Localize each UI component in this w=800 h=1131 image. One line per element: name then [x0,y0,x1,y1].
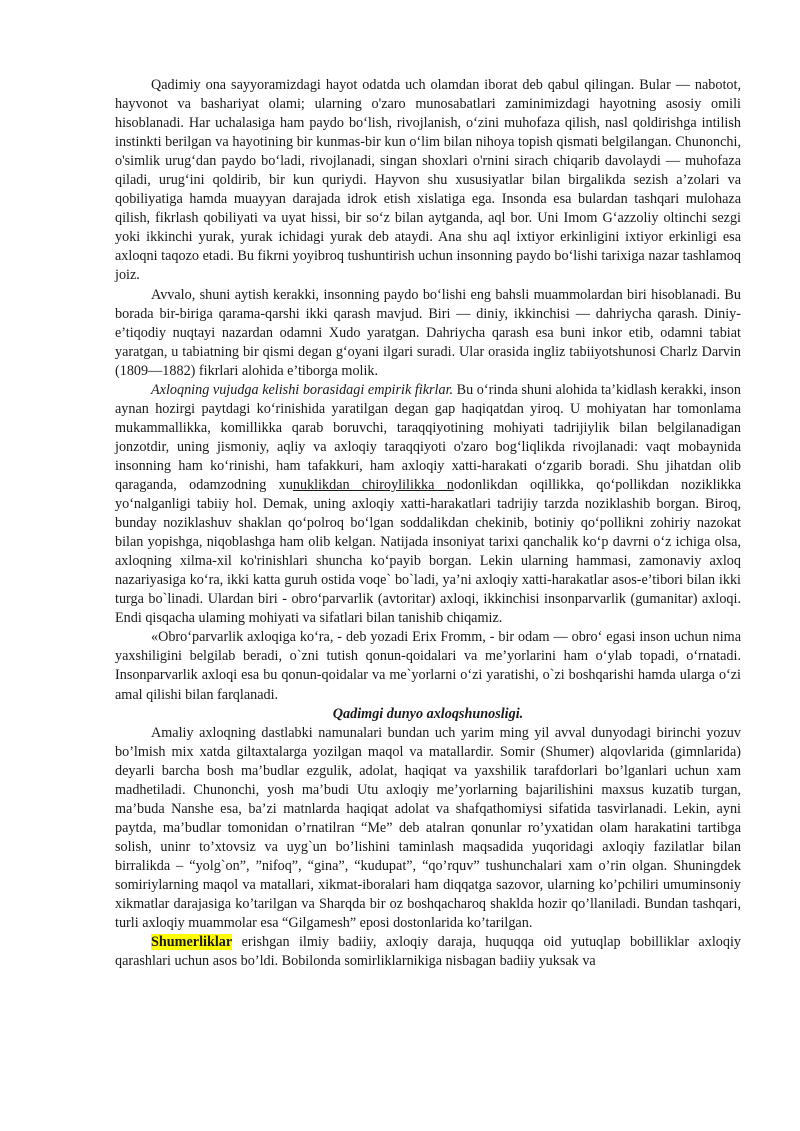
paragraph-shumer [115,933,741,971]
paragraph-intro: Qadimiy ona sayyoramizdagi hayot odatda uch olamdan iborat deb qabul qilingan. Bular — nabotot, hayvonot va bashariyat olami; ularning o'zaro munosabatlari zaminimizdagi hayotning asosiy omili hisoblanadi. Har uchalasiga ham paydo bo‘lish, rivojlanish, o‘zini muhofaza qilish, nasl qoldirishga intilish instinkti berilgan va hayotining bir kunmas-bir kun o‘lim bilan nihoya topish qismati belgilangan. Chunonchi, o'simlik urug‘dan paydo bo‘ladi, rivojlanadi, singan shoxlari o'rnini sirach chiqarib davolaydi — muhofaza qiladi, urug‘ini qoldirib, bir kun quriydi. Hayvon shu xususiyatlar bilan birgalikda sezish a’zolari va qobiliyatiga hamda muayyan darajada idrok etish xislatiga ega. Insonda esa bulardan tashqari mulohaza qilish, fikrlash qobiliyati va uyat hissi, bir so‘z bilan aytganda, aql bor. Uni Imom G‘azzoliy oltinchi sezgi yoki ikkinchi yurak, yurak ichidagi yurak deb ataydi. Ana shu aql ixtiyor erkinligini ixtiyor erkinligi esa axloqni taqozo etadi. Bu fikrni yoyibroq tushuntirish uchun insonning paydo bo‘lishi tarixiga nazar tashlamoq joiz. [115,77,741,284]
paragraph-fromm-quote: «Obro‘parvarlik axloqiga ko‘ra, - deb yozadi Erix Fromm, - bir odam — obro‘ egasi inson uchun nima yaxshiligini belgilab beradi, o`zni tutish qonun-qoidalari va me’yorlarini ham o‘ylab topadi, o‘rnatadi. Insonparvarlik axloqi esa bu qonun-qoidalar va me`yorlarni o‘zi yaratishi, o`zi boshqarishi hamda ularga o‘zi amal qilishi bilan farqlanadi. [115,629,741,703]
paragraph-empirical [115,381,741,629]
paragraph-empirical-text-a: Bu o‘rinda shuni alohida ta’kidlash kerakki, inson aynan hozirgi paytdagi ko‘rinishida yaratilgan degan gap haqiqatdan yiroq. U mohiyatan har tomonlama mukammallikka, komillikka qarab boruvchi, taraqqiyotining mohiyati tadrijiylik bilan belgilanadigan jonzotdir, uning jismoniy, aqliy va axloqiy taraqqiyoti o'zaro bog‘liqlikda rivojlanadi: vaqt mobaynida insonning ham ko‘rinishi, ham tafakkuri, ham axloqiy xatti-harakati o‘zgarib boradi. Shu jihatdan olib qaraganda, odamzodning xu [115,381,741,493]
document-page [115,76,741,971]
empirical-subtitle: Axloqning vujudga kelishi borasidagi empirik fikrlar. [151,381,454,398]
paragraph-empirical-text-b: odonlikdan oqillikka, qo‘pollikdan noziklikka yo‘nalganligi tabiiy hol. Demak, uning axloqiy xatti-harakatlari tadrijiy tarzda noziklashib borgan. Biroq, bunday noziklashuv shaklan qo‘polroq bo‘lgan soddalikdan chekinib, botiniy qo‘pollikni zohiriy nazokat bilan yopishga, niqoblashga ham olib kelgan. Natijada insoniyat tarixi qanchalik ko‘p davrni o‘z ichiga olsa, axloqning xilma-xil ko'rinishlari shuncha ko‘payib borgan. Lekin ularning hammasi, zamonaviy axloq nazariyasiga ko‘ra, ikki katta guruh ostida voqe` bo`ladi, ya’ni axloqiy xatti-harakatlar asos-e’tibori bilan ikki turga bo`linadi. Ulardan biri - obro‘parvarlik (avtoritar) axloqi, ikkinchisi insonparvarlik (gumanitar) axloqi. Endi qisqacha ulaming mohiyati va sifatlari bilan tanishib chiqamiz. [115,476,741,627]
highlighted-term: Shumerliklar [151,934,233,951]
paragraph-ancient-ethics: Amaliy axloqning dastlabki namunalari bundan uch yarim ming yil avval dunyodagi birinchi yozuv bo’lmish mix xatda giltaxtalarga yozilgan maqol va matallardir. Somir (Shumer) alqovlarida (gimnlarida) deyarli barcha bosh ma’budlar ezgulik, adolat, haqiqat va yaxshilik tarafdorlari bo’lganlari uchun xam madhetiladi. Chunonchi, yosh ma’budi Utu axloqiy me’yorlarning bajarilishini maxsus kuzatib turgan, ma’buda Nanshe esa, ba’zi matnlarda haqiqat adolat va shafqathomiysi sifatida tasvirlanadi. Lekin, ayni paytda, ma’budlar tomonidan o’rnatilran “Me” deb atalran qonunlar ro’yxatidan olam harakatini tartibga solish, uninr to’xtovsiz va uyg`un bo’lishini taminlash maqsadida yuqoridagi axloqiy fazilatlar bilan birralikda – “yolg`on”, ”nifoq”, “gina”, “kudupat”, “qo’rquv” tushunchalari xam o’rin olgan. Shuningdek somiriylarning maqol va matallari, xikmat-iboralari ham diqqatga sazovor, ularning ko’pchiliri umuminsoniy xikmatlar darajasiga ko’tarilgan va Sharqda bir oz boshqacharoq shaklda hozir qo’llaniladi. Bundan tashqari, turli axloqiy muammolar esa “Gilgamesh” eposi dostonlarida ko’tarilgan. [115,724,741,932]
paragraph-shumer-text: erishgan ilmiy badiiy, axloqiy daraja, huquqqa oid yutuqlap bobilliklar axloqiy qarashlari uchun asos bo’ldi. Bobilonda somirliklarnikiga nisbagan badiiy yuksak va [115,934,741,970]
underlined-fragment: nuklikdan chiroylilikka n [292,476,454,493]
paragraph-origin: Avvalo, shuni aytish kerakki, insonning paydo bo‘lishi eng bahsli muammolardan biri hisoblanadi. Bu borada bir-biriga qarama-qarshi ikki qarash mavjud. Biri — diniy, ikkinchisi — dahriycha qarash. Diniy- e’tiqodiy nuqtayi nazardan odamni Xudo yaratgan. Dahriycha qarash esa buni inkor etib, odamni tabiat yaratgan, u tabiatning bir qismi degan g‘oyani ilgari suradi. Ular orasida ingliz tabiiyotshunosi Charlz Darvin (1809—1882) fikrlari alohida e’tiborga molik. [115,286,741,379]
section-heading: Qadimgi dunyo axloqshunosligi. [332,705,524,722]
